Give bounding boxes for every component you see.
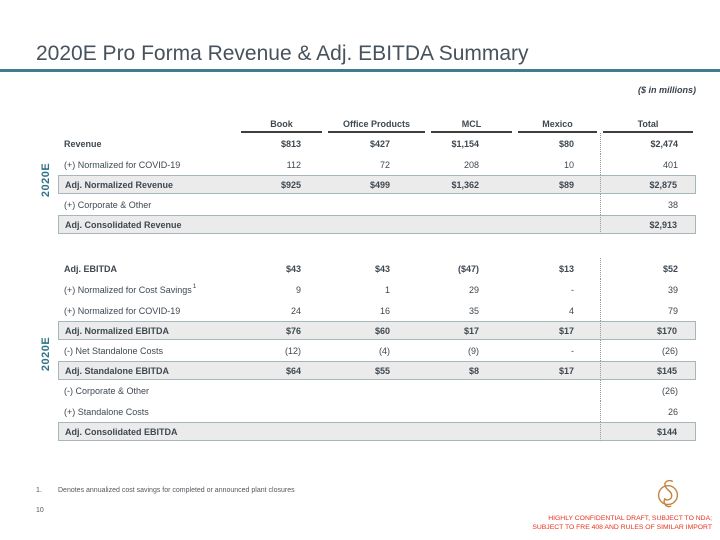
section-side-label-text: 2020E [40, 162, 52, 198]
value-cell: 26 [600, 401, 696, 422]
value-cell: (12) [284, 345, 301, 356]
value-cell [428, 401, 515, 422]
value-cell: $43 [285, 263, 301, 274]
value-cell: $64 [238, 361, 325, 380]
value-cell: 79 [600, 300, 696, 321]
column-header: MCL [428, 112, 515, 133]
row-label: Adj. Normalized EBITDA [58, 321, 238, 340]
value-cell: $925 [238, 175, 325, 194]
row-label: (+) Normalized for COVID-19 [64, 305, 181, 316]
value-cell [238, 215, 325, 234]
value-cell: 401 [600, 154, 696, 175]
row-label: Adj. Normalized Revenue [58, 175, 238, 194]
value-cell [238, 401, 325, 422]
footnote-marker: 1. [36, 487, 42, 494]
value-cell: $2,875 [600, 175, 696, 194]
value-cell: 39 [600, 279, 696, 300]
row-label: (+) Corporate & Other [64, 199, 152, 210]
value-cell [325, 215, 428, 234]
value-cell: $13 [558, 263, 574, 274]
value-cell: $1,154 [451, 138, 479, 149]
row-label: Adj. EBITDA [64, 263, 117, 274]
value-cell [515, 194, 600, 215]
value-cell [325, 422, 428, 441]
value-cell: 10 [563, 159, 574, 170]
value-cell [238, 422, 325, 441]
column-header: Office Products [325, 112, 428, 133]
value-cell: 208 [463, 159, 479, 170]
value-cell: $144 [600, 422, 696, 441]
row-label: Adj. Consolidated Revenue [58, 215, 238, 234]
value-cell: 38 [600, 194, 696, 215]
row-label: (-) Corporate & Other [64, 385, 150, 396]
column-header: Total [600, 112, 696, 133]
value-cell: $52 [600, 258, 696, 279]
value-cell [515, 401, 600, 422]
value-cell [325, 380, 428, 401]
value-cell [428, 194, 515, 215]
value-cell: $17 [515, 321, 600, 340]
ebitda-table [58, 258, 696, 441]
section-side-label-text: 2020E [40, 336, 52, 372]
value-cell: 29 [468, 284, 479, 295]
row-label: (+) Normalized for Cost Savings $^1$ [64, 283, 197, 295]
value-cell: $2,474 [600, 133, 696, 154]
value-cell: (9) [468, 345, 479, 356]
value-cell: (4) [379, 345, 390, 356]
value-cell: 4 [568, 305, 574, 316]
value-cell: $2,913 [600, 215, 696, 234]
value-cell: $55 [325, 361, 428, 380]
value-cell: $170 [600, 321, 696, 340]
value-cell: (26) [600, 380, 696, 401]
value-cell: $80 [558, 138, 574, 149]
value-cell [515, 215, 600, 234]
confidentiality-line-1: HIGHLY CONFIDENTIAL DRAFT, SUBJECT TO NDA; [548, 515, 712, 522]
value-cell: ($47) [457, 263, 479, 274]
value-cell: 9 [295, 284, 301, 295]
value-cell [325, 401, 428, 422]
value-cell [428, 380, 515, 401]
footnote-reference: 1 [192, 283, 197, 290]
value-cell: - [571, 284, 574, 295]
header-spacer [58, 112, 238, 133]
column-header: Mexico [515, 112, 600, 133]
units-note: ($ in millions) [637, 85, 696, 95]
row-label: (+) Normalized for COVID-19 [64, 159, 181, 170]
row-label: Adj. Consolidated EBITDA [58, 422, 238, 441]
value-cell: $499 [325, 175, 428, 194]
value-cell: $76 [238, 321, 325, 340]
confidentiality-notice [532, 514, 712, 532]
value-cell [428, 215, 515, 234]
value-cell: $8 [428, 361, 515, 380]
value-cell [515, 380, 600, 401]
page-title: 2020E Pro Forma Revenue & Adj. EBITDA Summary [36, 42, 529, 65]
row-label: (-) Net Standalone Costs [64, 345, 164, 356]
orange-monogram-icon [654, 478, 682, 510]
value-cell: 35 [468, 305, 479, 316]
value-cell [238, 194, 325, 215]
value-cell: $427 [369, 138, 390, 149]
row-label: (+) Standalone Costs [64, 406, 149, 417]
confidentiality-line-2: SUBJECT TO FRE 408 AND RULES OF SIMILAR IMPORT [532, 524, 712, 531]
title-rule-divider [0, 69, 720, 72]
value-cell: $145 [600, 361, 696, 380]
value-cell: - [571, 345, 574, 356]
value-cell: $43 [374, 263, 390, 274]
value-cell: $17 [515, 361, 600, 380]
footnote [36, 487, 295, 494]
value-cell: 24 [290, 305, 301, 316]
value-cell: $17 [428, 321, 515, 340]
footnote-text: Denotes annualized cost savings for completed or announced plant closures [58, 487, 295, 494]
value-cell [428, 422, 515, 441]
value-cell: $1,362 [428, 175, 515, 194]
row-label: Revenue [64, 138, 102, 149]
value-cell: $813 [280, 138, 301, 149]
value-cell [325, 194, 428, 215]
revenue-table [58, 112, 696, 234]
value-cell: $60 [325, 321, 428, 340]
value-cell: $89 [515, 175, 600, 194]
value-cell: 112 [286, 159, 301, 170]
page-number: 10 [36, 507, 44, 514]
value-cell: 72 [379, 159, 390, 170]
column-header: Book [238, 112, 325, 133]
value-cell [515, 422, 600, 441]
value-cell: 1 [384, 284, 390, 295]
value-cell: (26) [600, 340, 696, 361]
value-cell [238, 380, 325, 401]
value-cell: 16 [379, 305, 390, 316]
row-label: Adj. Standalone EBITDA [58, 361, 238, 380]
